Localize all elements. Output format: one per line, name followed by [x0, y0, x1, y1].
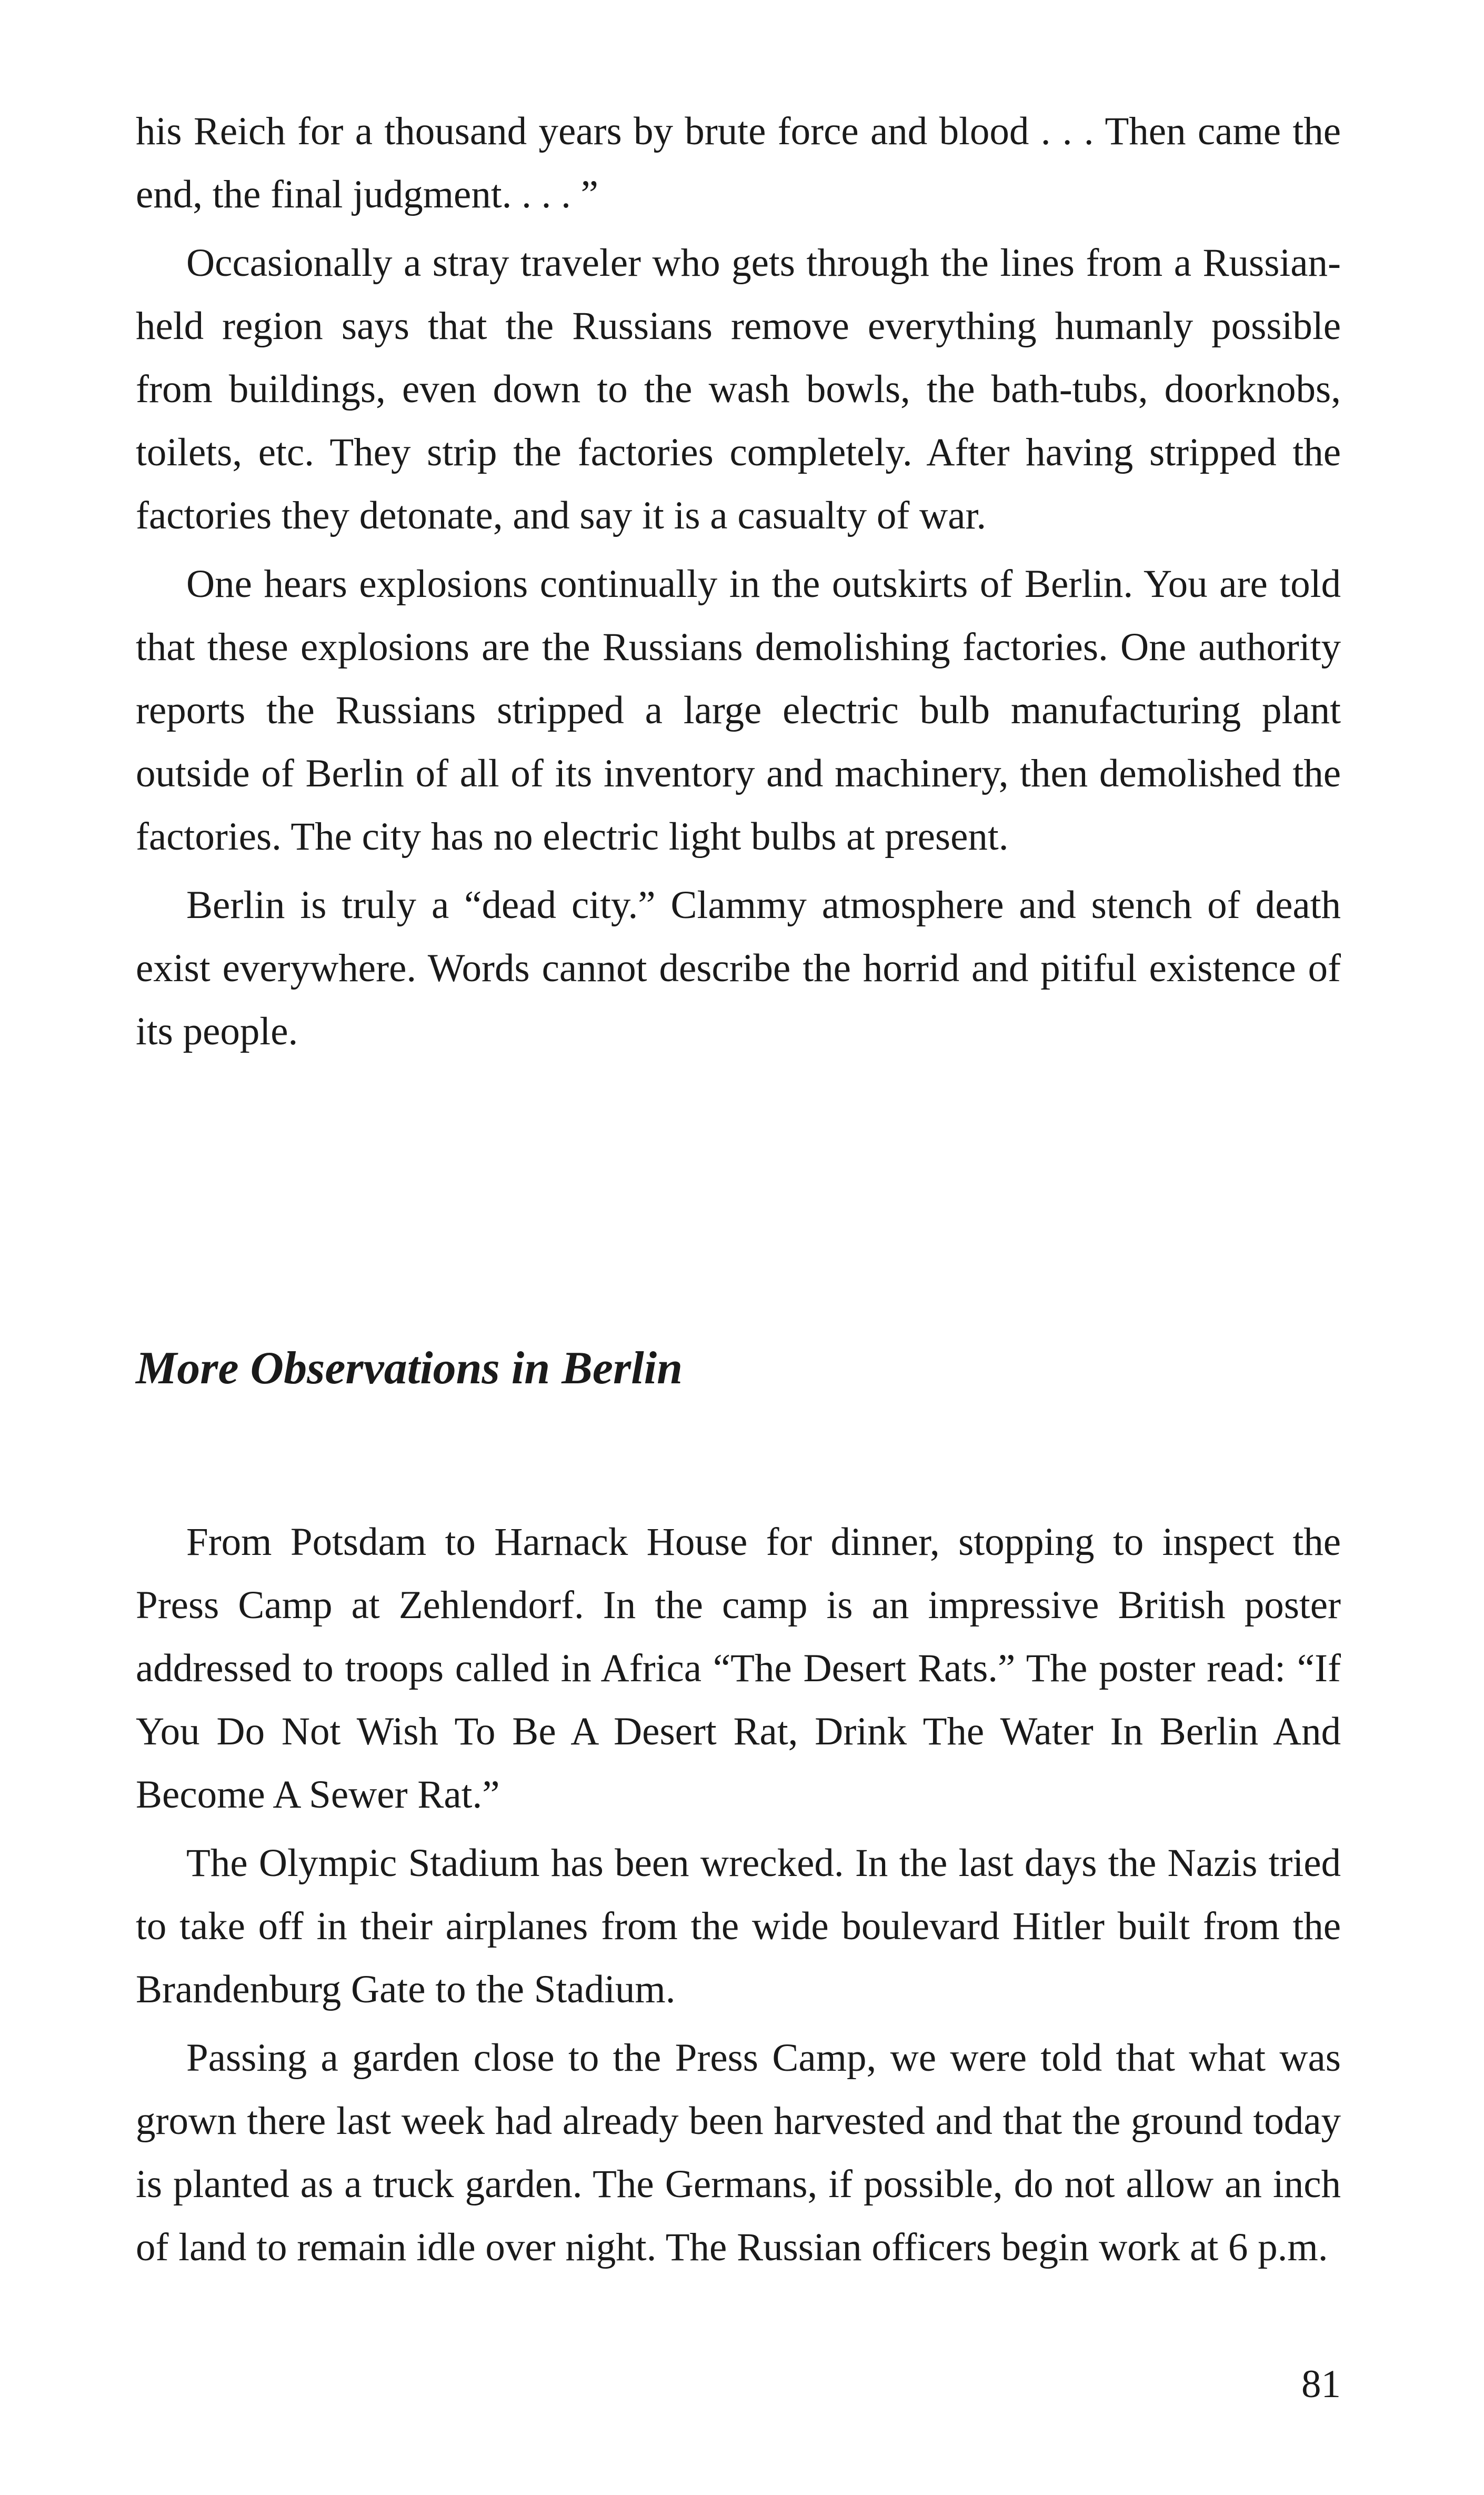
- page-number: 81: [1301, 2362, 1341, 2406]
- paragraph-stray-traveler: Occasionally a stray traveler who gets through the lines from a Russian-held region says that the Russians remove everything humanly possible from buildings, even down to the wash bowls, the bath-tubs, doorknobs, toilets, etc. They strip the factories completely. After having stripped the factories they detonate, and say it is a casualty of war.: [136, 241, 1341, 537]
- section-continued-text: [136, 100, 1341, 1063]
- paragraph-dead-city: Berlin is truly a “dead city.” Clammy atmosphere and stench of death exist everywhere. Words cannot describe the horrid and pitiful existence of its people.: [136, 883, 1341, 1053]
- paragraph-explosions: One hears explosions continually in the outskirts of Berlin. You are told that these explosions are the Russians demolishing factories. One authority reports the Russians stripped a large electric bulb manufacturing plant outside of Berlin of all of its inventory and machinery, then demolished the factories. The city has no electric light bulbs at present.: [136, 562, 1341, 859]
- paragraph-olympic-stadium: The Olympic Stadium has been wrecked. In the last days the Nazis tried to take off in their airplanes from the wide boulevard Hitler built from the Brandenburg Gate to the Stadium.: [136, 1841, 1341, 2011]
- paragraph-continuation: his Reich for a thousand years by brute force and blood . . . Then came the end, the final judgment. . . . ”: [136, 109, 1341, 216]
- book-page: [136, 0, 1341, 2495]
- paragraph-garden: Passing a garden close to the Press Camp, we were told that what was grown there last week had already been harvested and that the ground today is planted as a truck garden. The Germans, if possible, do not allow an inch of land to remain idle over night. The Russian officers begin work at 6 p.m.: [136, 2036, 1341, 2269]
- section-heading: More Observations in Berlin: [136, 1343, 683, 1394]
- section-more-observations: [136, 1511, 1341, 2279]
- paragraph-press-camp: From Potsdam to Harnack House for dinner, stopping to inspect the Press Camp at Zehlendorf. In the camp is an impressive British poster addressed to troops called in Africa “The Desert Rats.” The poster read: “If You Do Not Wish To Be A Desert Rat, Drink The Water In Berlin And Become A Sewer Rat.”: [136, 1520, 1341, 1817]
